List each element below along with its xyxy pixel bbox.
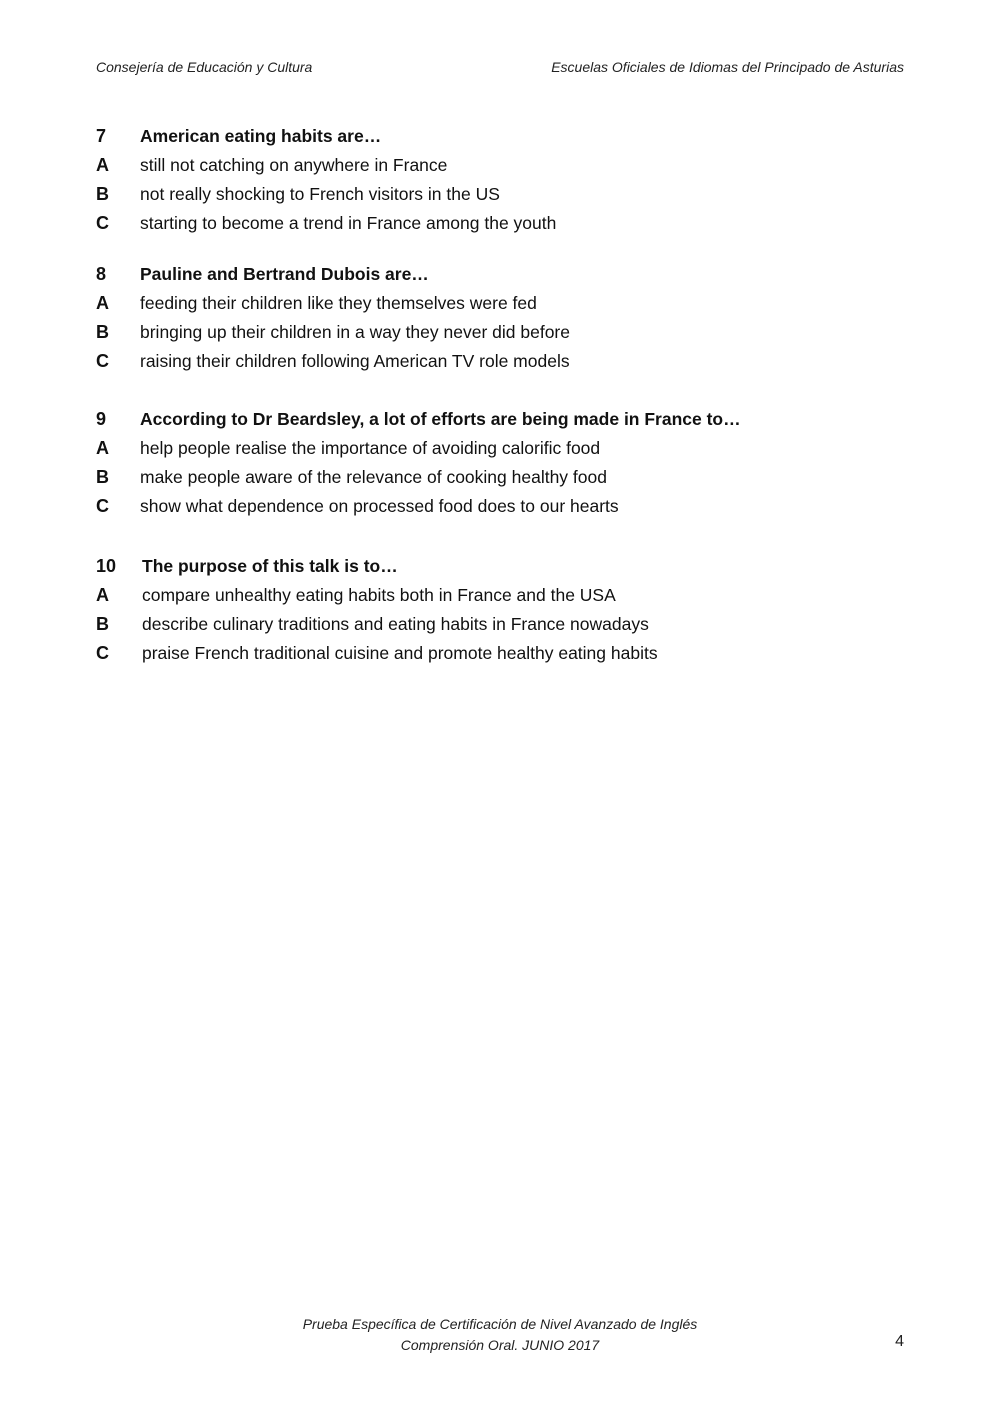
option-letter: A xyxy=(96,438,109,458)
option-row xyxy=(96,293,956,322)
question-stem-row xyxy=(96,409,956,438)
option-text: describe culinary traditions and eating habits in France nowadays xyxy=(142,614,649,634)
option-letter: A xyxy=(96,293,109,313)
option-text: starting to become a trend in France among the youth xyxy=(140,213,557,233)
footer-line-1: Prueba Específica de Certificación de Nivel Avanzado de Inglés xyxy=(302,1316,698,1332)
question-stem-row xyxy=(96,264,956,293)
question-7 xyxy=(96,126,956,242)
option-row xyxy=(96,496,956,525)
question-9 xyxy=(96,409,956,525)
option-text: show what dependence on processed food does to our hearts xyxy=(140,496,619,516)
option-letter: C xyxy=(96,643,109,663)
option-row xyxy=(96,467,956,496)
option-row xyxy=(96,184,956,213)
option-letter: B xyxy=(96,184,109,204)
question-stem: According to Dr Beardsley, a lot of efforts are being made in France to… xyxy=(140,409,741,429)
option-text: help people realise the importance of avoiding calorific food xyxy=(140,438,601,458)
question-8 xyxy=(96,264,956,380)
question-number: 9 xyxy=(96,409,107,429)
question-stem: The purpose of this talk is to… xyxy=(142,556,398,576)
option-letter: A xyxy=(96,585,109,605)
option-text: make people aware of the relevance of cooking healthy food xyxy=(140,467,607,487)
option-text: compare unhealthy eating habits both in France and the USA xyxy=(142,585,616,605)
option-row xyxy=(96,322,956,351)
question-number: 7 xyxy=(96,126,107,146)
option-row xyxy=(96,438,956,467)
option-text: praise French traditional cuisine and promote healthy eating habits xyxy=(142,643,658,663)
option-text: feeding their children like they themselves were fed xyxy=(140,293,537,313)
option-row xyxy=(96,643,956,672)
question-stem-row xyxy=(96,126,956,155)
option-letter: B xyxy=(96,322,109,342)
question-10 xyxy=(96,556,956,672)
question-number: 10 xyxy=(96,556,117,576)
option-row xyxy=(96,585,956,614)
option-text: raising their children following American TV role models xyxy=(140,351,570,371)
option-row xyxy=(96,213,956,242)
option-row xyxy=(96,614,956,643)
page-number: 4 xyxy=(895,1333,904,1350)
option-text: still not catching on anywhere in France xyxy=(140,155,448,175)
question-number: 8 xyxy=(96,264,107,284)
option-letter: C xyxy=(96,351,109,371)
option-row xyxy=(96,155,956,184)
option-letter: A xyxy=(96,155,109,175)
option-letter: B xyxy=(96,614,109,634)
page-header xyxy=(96,59,904,79)
question-stem: Pauline and Bertrand Dubois are… xyxy=(140,264,429,284)
question-stem-row xyxy=(96,556,956,585)
option-letter: C xyxy=(96,496,109,516)
page-footer xyxy=(200,1314,800,1356)
option-text: not really shocking to French visitors in the US xyxy=(140,184,500,204)
option-letter: C xyxy=(96,213,109,233)
option-text: bringing up their children in a way they never did before xyxy=(140,322,570,342)
header-left-text: Consejería de Educación y Cultura xyxy=(96,59,313,75)
question-stem: American eating habits are… xyxy=(140,126,382,146)
option-row xyxy=(96,351,956,380)
footer-line-2: Comprensión Oral. JUNIO 2017 xyxy=(400,1337,600,1353)
option-letter: B xyxy=(96,467,109,487)
header-right-text: Escuelas Oficiales de Idiomas del Principado de Asturias xyxy=(551,59,904,75)
